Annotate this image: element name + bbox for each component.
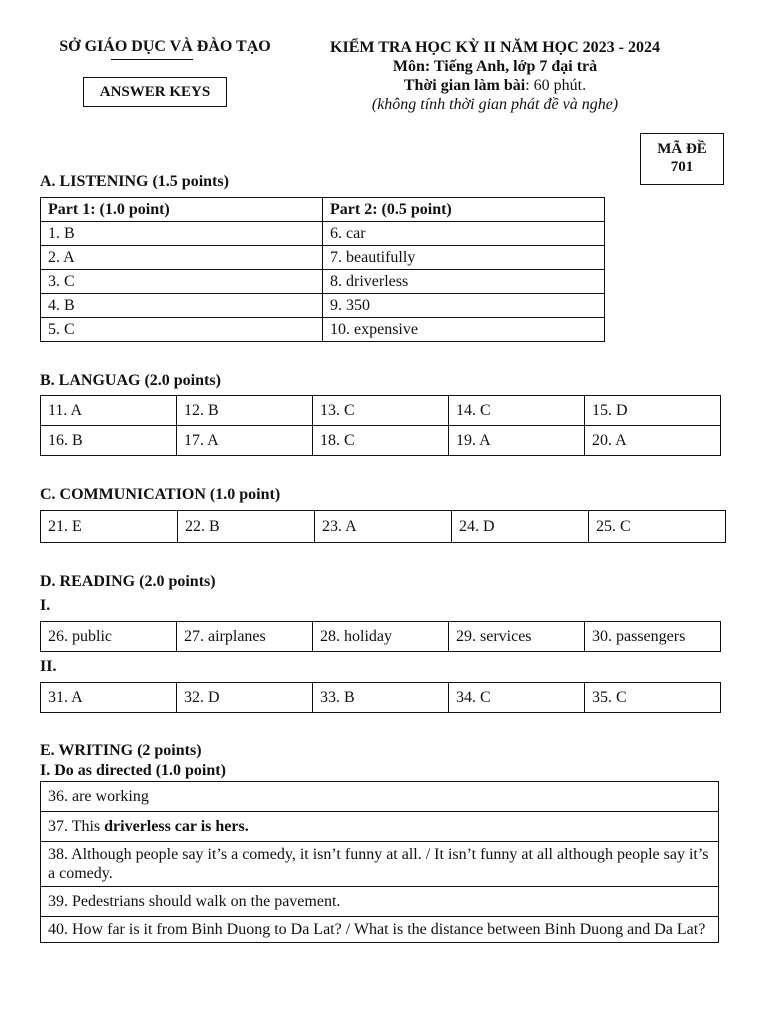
table-row (41, 887, 719, 917)
table-row (41, 782, 719, 812)
answer-cell: 26. public (41, 622, 177, 652)
exam-code-box (640, 133, 724, 185)
answer-cell: 36. are working (41, 782, 719, 812)
writing-table (40, 781, 719, 943)
exam-code-value: 701 (670, 159, 694, 175)
listening-table (40, 197, 605, 342)
table-row (41, 426, 721, 456)
part2-header: Part 2: (0.5 point) (323, 198, 605, 222)
answer-cell: 33. B (313, 683, 449, 713)
answer-cell: 31. A (41, 683, 177, 713)
answer-cell: 28. holiday (313, 622, 449, 652)
answer-cell: 10. expensive (323, 318, 605, 342)
exam-code-label: MÃ ĐỀ (657, 141, 707, 157)
answer-cell: 14. C (449, 396, 585, 426)
answer-cell: 23. A (315, 511, 452, 543)
answer-cell (41, 812, 719, 842)
table-row (41, 622, 721, 652)
reading-part2-table (40, 682, 721, 713)
exam-time-value: : 60 phút. (525, 77, 587, 94)
answer-cell: 25. C (589, 511, 726, 543)
answer-keys-box: ANSWER KEYS (83, 77, 227, 107)
answer-cell: 19. A (449, 426, 585, 456)
language-title: B. LANGUAG (2.0 points) (40, 372, 221, 389)
table-row (41, 270, 605, 294)
writing-subtitle: I. Do as directed (1.0 point) (40, 762, 226, 779)
answer-cell: 13. C (313, 396, 449, 426)
exam-subject: Môn: Tiếng Anh, lớp 7 đại trà (392, 58, 598, 75)
exam-title: KIỂM TRA HỌC KỲ II NĂM HỌC 2023 - 2024 (330, 39, 660, 56)
table-header-row (41, 198, 605, 222)
answer-cell: 40. How far is it from Binh Duong to Da Lat? / What is the distance between Binh Duong and Da Lat? (41, 917, 719, 943)
reading-part1-table (40, 621, 721, 652)
department-name: SỞ GIÁO DỤC VÀ ĐÀO TẠO (59, 38, 271, 55)
table-row (41, 812, 719, 842)
answer-cell: 27. airplanes (177, 622, 313, 652)
table-row (41, 842, 719, 887)
answer-cell: 21. E (41, 511, 178, 543)
answer-cell: 35. C (585, 683, 721, 713)
answer-cell: 29. services (449, 622, 585, 652)
answer-cell: 34. C (449, 683, 585, 713)
answer-cell: 39. Pedestrians should walk on the pavement. (41, 887, 719, 917)
table-row (41, 222, 605, 246)
answer-cell: 38. Although people say it’s a comedy, it isn’t funny at all. / It isn’t funny at all although people say it’s a comedy. (41, 842, 719, 887)
answer-cell: 24. D (452, 511, 589, 543)
answer-cell: 17. A (177, 426, 313, 456)
answer-cell: 3. C (41, 270, 323, 294)
communication-table (40, 510, 726, 543)
answer-cell: 32. D (177, 683, 313, 713)
reading-part2-label: II. (40, 658, 57, 675)
exam-time (290, 76, 700, 95)
table-row (41, 683, 721, 713)
q37-prefix: 37. This (48, 818, 105, 835)
q37-bold: driverless car is hers. (104, 818, 249, 835)
table-row (41, 294, 605, 318)
reading-title: D. READING (2.0 points) (40, 573, 216, 590)
answer-cell: 11. A (41, 396, 177, 426)
language-table (40, 395, 721, 456)
answer-cell: 18. C (313, 426, 449, 456)
answer-cell: 4. B (41, 294, 323, 318)
reading-part1-label: I. (40, 597, 51, 614)
answer-cell: 16. B (41, 426, 177, 456)
table-row (41, 246, 605, 270)
exam-header (290, 38, 700, 114)
table-row (41, 917, 719, 943)
answer-cell: 6. car (323, 222, 605, 246)
answer-cell: 12. B (177, 396, 313, 426)
communication-title: C. COMMUNICATION (1.0 point) (40, 486, 281, 503)
header-underline (111, 59, 193, 60)
exam-time-label: Thời gian làm bài (403, 77, 526, 94)
answer-cell: 7. beautifully (323, 246, 605, 270)
exam-note: (không tính thời gian phát đề và nghe) (371, 96, 619, 113)
answer-cell: 30. passengers (585, 622, 721, 652)
table-row (41, 318, 605, 342)
table-row (41, 511, 726, 543)
answer-cell: 20. A (585, 426, 721, 456)
answer-cell: 2. A (41, 246, 323, 270)
answer-cell: 15. D (585, 396, 721, 426)
writing-title: E. WRITING (2 points) (40, 742, 202, 759)
answer-cell: 1. B (41, 222, 323, 246)
answer-cell: 5. C (41, 318, 323, 342)
table-row (41, 396, 721, 426)
listening-title: A. LISTENING (1.5 points) (40, 173, 229, 190)
answer-cell: 22. B (178, 511, 315, 543)
part1-header: Part 1: (1.0 point) (41, 198, 323, 222)
answer-cell: 9. 350 (323, 294, 605, 318)
answer-cell: 8. driverless (323, 270, 605, 294)
